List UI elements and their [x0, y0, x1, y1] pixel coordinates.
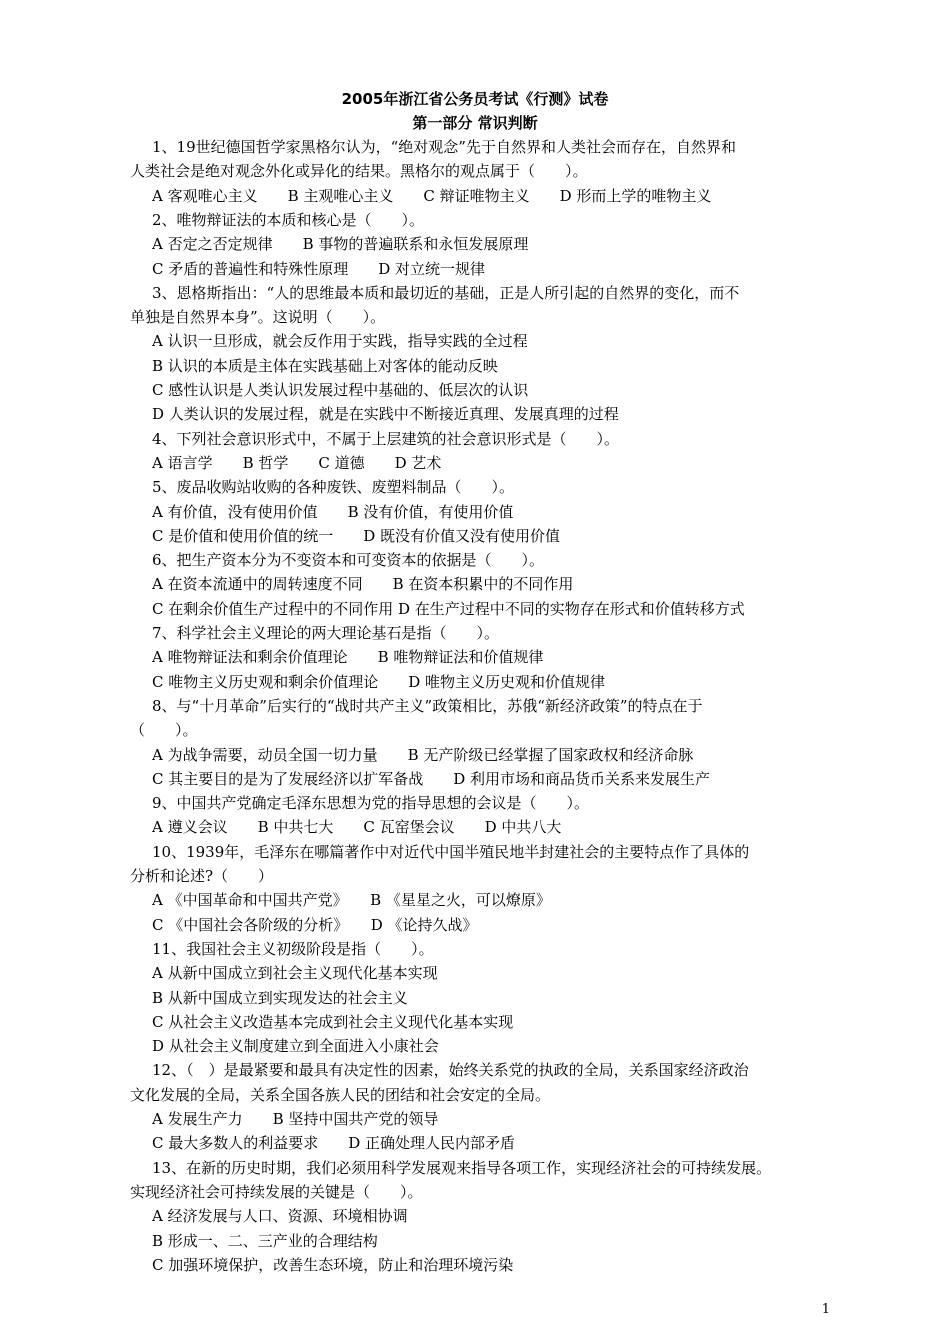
answer-options: C 最大多数人的利益要求 D 正确处理人民内部矛盾 [152, 1134, 516, 1153]
answer-options: A 语言学 B 哲学 C 道德 D 艺术 [152, 453, 442, 472]
question-text: 10、1939年，毛泽东在哪篇著作中对近代中国半殖民地半封建社会的主要特点作了具体的 [152, 842, 750, 861]
answer-options: D 人类认识的发展过程，就是在实践中不断接近真理、发展真理的过程 [152, 405, 619, 424]
answer-options: C 在剩余价值生产过程中的不同作用 D 在生产过程中不同的实物存在形式和价值转移方式 [152, 599, 745, 618]
page-title: 2005年浙江省公务员考试《行测》试卷 [341, 90, 609, 108]
question-text-continued: 实现经济社会可持续发展的关键是（ ）。 [130, 1182, 423, 1201]
answer-options: A 发展生产力 B 坚持中国共产党的领导 [152, 1110, 439, 1128]
answer-options: A 唯物辩证法和剩余价值理论 B 唯物辩证法和价值规律 [152, 648, 544, 667]
answer-options: A 《中国革命和中国共产党》 B 《星星之火，可以燎原》 [152, 891, 551, 910]
question-text-continued: 分析和论述?（ ） [130, 867, 274, 885]
answer-options: C 其主要目的是为了发展经济以扩军备战 D 利用市场和商品货币关系来发展生产 [152, 769, 711, 788]
question-text: 4、下列社会意识形式中，不属于上层建筑的社会意识形式是（ ）。 [152, 429, 620, 448]
answer-options: A 遵义会议 B 中共七大 C 瓦窑堡会议 D 中共八大 [152, 818, 562, 837]
question-text: 3、恩格斯指出：“人的思维最本质和最切近的基础，正是人所引起的自然界的变化，而不 [152, 283, 740, 302]
answer-options: A 有价值，没有使用价值 B 没有价值，有使用价值 [152, 502, 514, 521]
answer-options: B 形成一、二、三产业的合理结构 [152, 1231, 378, 1250]
question-text-continued: （ ）。 [130, 721, 198, 740]
answer-options: D 从社会主义制度建立到全面进入小康社会 [152, 1037, 439, 1056]
question-text: 9、中国共产党确定毛泽东思想为党的指导思想的会议是（ ）。 [152, 794, 590, 813]
answer-options: A 从新中国成立到社会主义现代化基本实现 [152, 964, 438, 983]
answer-options: A 客观唯心主义 B 主观唯心主义 C 辩证唯物主义 D 形而上学的唯物主义 [152, 186, 712, 205]
question-text: 5、废品收购站收购的各种废铁、废塑料制品（ ）。 [152, 478, 515, 497]
answer-options: C 唯物主义历史观和剩余价值理论 D 唯物主义历史观和价值规律 [152, 672, 606, 691]
question-text: 8、与“十月革命”后实行的“战时共产主义”政策相比，苏俄“新经济政策”的特点在于 [152, 696, 703, 715]
page-number: 1 [821, 1302, 830, 1317]
answer-options: C 是价值和使用价值的统一 D 既没有价值又没有使用价值 [152, 526, 561, 545]
answer-options: A 否定之否定规律 B 事物的普遍联系和永恒发展原理 [152, 235, 529, 254]
question-text: 11、我国社会主义初级阶段是指（ ）。 [152, 939, 434, 958]
question-text: 2、唯物辩证法的本质和核心是（ ）。 [152, 210, 425, 229]
question-text-continued: 文化发展的全局，关系全国各族人民的团结和社会安定的全局。 [130, 1085, 551, 1104]
answer-options: C 加强环境保护，改善生态环境，防止和治理环境污染 [152, 1255, 514, 1274]
question-text-continued: 单独是自然界本身”。这说明（ ）。 [130, 308, 386, 327]
answer-options: C 从社会主义改造基本完成到社会主义现代化基本实现 [152, 1012, 514, 1031]
answer-options: C 感性认识是人类认识发展过程中基础的、低层次的认识 [152, 381, 529, 399]
answer-options: A 在资本流通中的周转速度不同 B 在资本积累中的不同作用 [152, 575, 574, 594]
answer-options: B 从新中国成立到实现发达的社会主义 [152, 988, 408, 1007]
question-text: 1、19世纪德国哲学家黑格尔认为，“绝对观念”先于自然界和人类社会而存在，自然界和 [152, 138, 736, 156]
question-text: 6、把生产资本分为不变资本和可变资本的依据是（ ）。 [152, 551, 545, 570]
question-text: 7、科学社会主义理论的两大理论基石是指（ ）。 [152, 624, 500, 642]
question-text: 12、（ ）是最紧要和最具有决定性的因素，始终关系党的执政的全局，关系国家经济政治 [152, 1061, 749, 1080]
answer-options: A 认识一旦形成，就会反作用于实践，指导实践的全过程 [152, 332, 528, 351]
question-text-continued: 人类社会是绝对观念外化或异化的结果。黑格尔的观点属于（ ）。 [130, 162, 588, 181]
answer-options: C 《中国社会各阶级的分析》 D 《论持久战》 [152, 915, 478, 934]
answer-options: B 认识的本质是主体在实践基础上对客体的能动反映 [152, 356, 498, 375]
section-heading: 第一部分 常识判断 [412, 114, 538, 132]
answer-options: A 为战争需要，动员全国一切力量 B 无产阶级已经掌握了国家政权和经济命脉 [152, 745, 694, 764]
answer-options: C 矛盾的普遍性和特殊性原理 D 对立统一规律 [152, 259, 486, 278]
answer-options: A 经济发展与人口、资源、环境相协调 [152, 1207, 408, 1226]
question-text: 13、在新的历史时期，我们必须用科学发展观来指导各项工作，实现经济社会的可持续发展。 [152, 1158, 772, 1177]
